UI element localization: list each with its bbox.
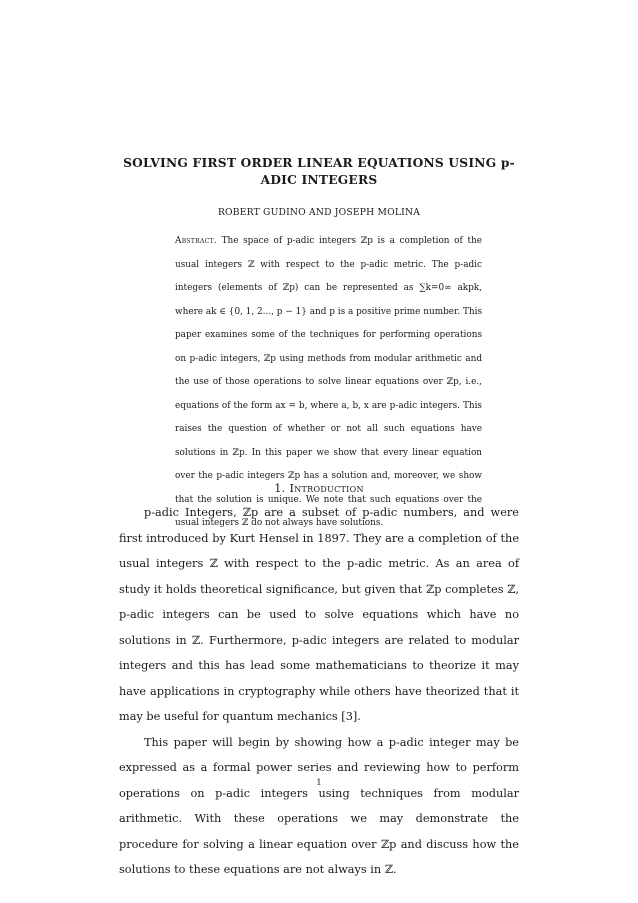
section-title: Introduction — [289, 482, 364, 495]
abstract-text: The space of p-adic integers ℤp is a completion of the usual integers ℤ with respect to the p-adic metric. The p-adic integers (elements of ℤp) can be represented as ∑k=0∞ akpk, where ak ∈ {0, 1, 2..., p − 1} and p is a positive prime number. This paper examines some of the techniques for performing operations on p-adic integers, ℤp using methods from modular arithmetic and the use of those operations to solve linear equations over ℤp, i.e., equations of the form ax = b, where a, b, x are p-adic integers. This raises the question of whether or not all such equations have solutions in ℤp. In this paper we show that every linear equation over the p-adic integers ℤp has a solution and, moreover, we show that the solution is unique. We note that such equations over the usual integers ℤ do not always have solutions. — [175, 236, 482, 528]
page-number: 1 — [316, 778, 322, 788]
abstract-label: Abstract. — [175, 236, 217, 246]
paragraph: This paper will begin by showing how a p-adic integer may be expressed as a formal power series and reviewing how to perform operations on p-adic integers using techniques from modular arithmetic. With these operations we may demonstrate the procedure for solving a linear equation over ℤp and discuss how the solutions to these equations are not always in ℤ. — [119, 735, 519, 876]
paper-authors: ROBERT GUDINO AND JOSEPH MOLINA — [217, 207, 421, 218]
section-number: 1. — [274, 482, 286, 495]
body-text — [119, 500, 519, 883]
paper-title: SOLVING FIRST ORDER LINEAR EQUATIONS USING p-ADIC INTEGERS — [123, 156, 515, 187]
section-heading — [0, 482, 638, 495]
paragraph: p-adic Integers, ℤp are a subset of p-adic numbers, and were first introduced by Kurt Hensel in 1897. They are a completion of the usual integers ℤ with respect to the p-adic metric. As an area of study it holds theoretical significance, but given that ℤp completes ℤ, p-adic integers can be used to solve equations which have no solutions in ℤ. Furthermore, p-adic integers are related to modular integers and this has lead some mathematicians to theorize it may have applications in cryptography while others have theorized that it may be useful for quantum mechanics [3]. — [119, 506, 519, 723]
